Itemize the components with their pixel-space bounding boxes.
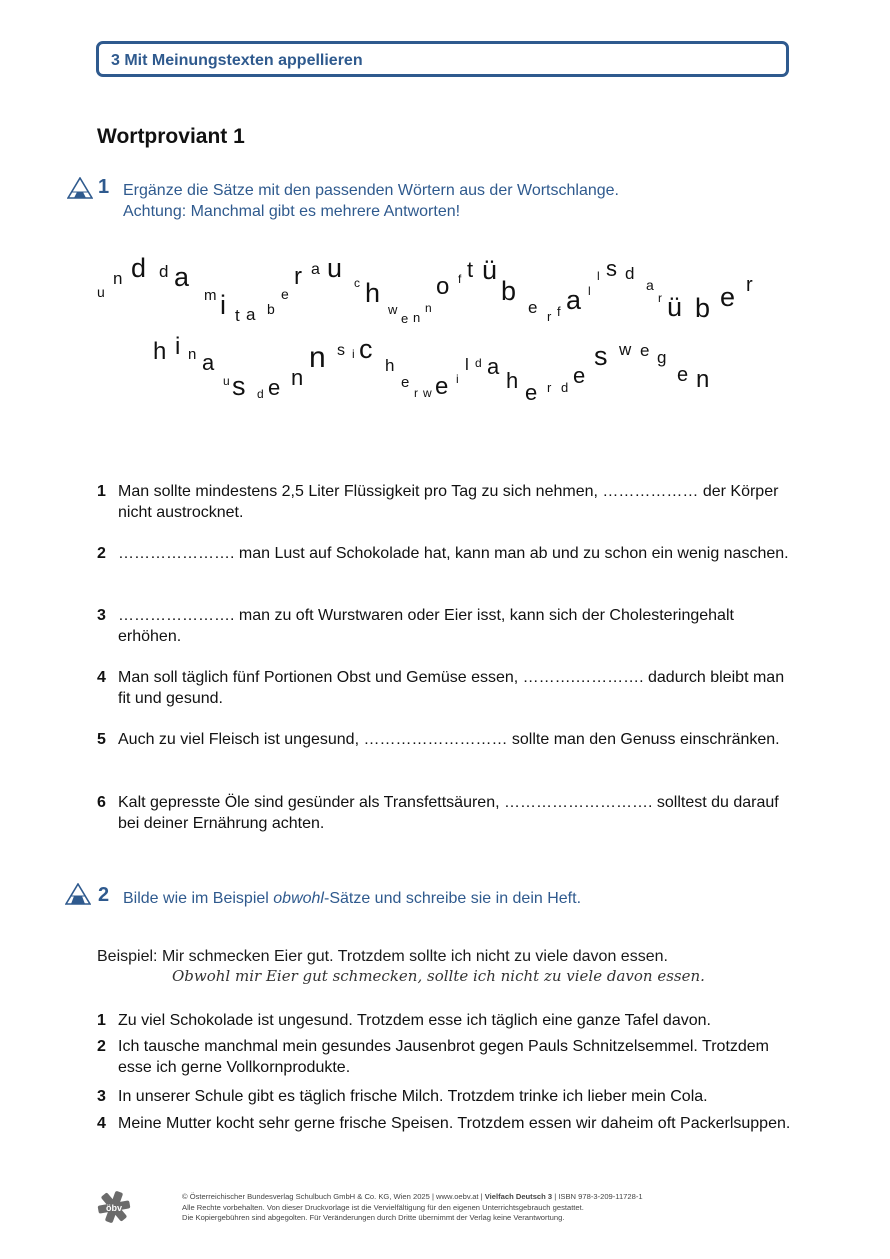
snake-letter: m bbox=[204, 287, 217, 304]
snake-letter: s bbox=[594, 341, 608, 371]
item-number: 1 bbox=[97, 1012, 106, 1029]
item-text: Kalt gepresste Öle sind gesünder als Transfettsäuren, ………………………. solltest du darauf bei deiner Ernährung achten. bbox=[118, 794, 779, 832]
snake-letter: w bbox=[423, 386, 432, 400]
item-text: Ich tausche manchmal mein gesundes Jausenbrot gegen Pauls Schnitzelsemmel. Trotzdem esse ich gerne Vollkornprodukte. bbox=[118, 1038, 770, 1076]
snake-letter: a bbox=[487, 354, 500, 379]
snake-letter: n bbox=[309, 341, 326, 374]
snake-letter: i bbox=[175, 333, 181, 360]
task-2-number: 2 bbox=[98, 884, 110, 906]
snake-letter: e bbox=[720, 282, 736, 312]
item-number: 2 bbox=[97, 1038, 106, 1055]
snake-letter: e bbox=[435, 373, 449, 400]
task-2-instruction-keyword: obwohl bbox=[273, 890, 324, 907]
snake-letter: n bbox=[413, 310, 421, 325]
item-text: Auch zu viel Fleisch ist ungesund, ……………………… sollte man den Genuss einschränken. bbox=[118, 731, 780, 748]
task-1-item bbox=[97, 605, 797, 647]
item-text: Man sollte mindestens 2,5 Liter Flüssigkeit pro Tag zu sich nehmen, ……………… der Körper nicht austrocknet. bbox=[118, 483, 779, 521]
snake-letter: d bbox=[257, 387, 264, 401]
snake-letter: u bbox=[223, 374, 230, 388]
snake-letter: i bbox=[456, 372, 459, 386]
snake-letter: u bbox=[97, 284, 105, 300]
task-2-item bbox=[97, 1086, 797, 1107]
item-number: 2 bbox=[97, 545, 106, 562]
task-1-instruction-line1: Ergänze die Sätze mit den passenden Wörtern aus der Wortschlange. bbox=[123, 182, 619, 199]
snake-letter: a bbox=[646, 277, 654, 293]
snake-letter: s bbox=[232, 371, 246, 401]
item-text: …………………. man zu oft Wurstwaren oder Eier isst, kann sich der Cholesteringehalt erhöhen. bbox=[118, 607, 734, 645]
item-text: Zu viel Schokolade ist ungesund. Trotzdem esse ich täglich eine ganze Tafel davon. bbox=[118, 1012, 711, 1029]
snake-letter: l bbox=[597, 269, 600, 283]
snake-letter: a bbox=[246, 305, 256, 324]
publisher-logo bbox=[97, 1190, 131, 1224]
snake-letter: r bbox=[294, 263, 302, 290]
snake-letter: w bbox=[619, 340, 632, 359]
snake-letter: h bbox=[506, 368, 519, 393]
item-text: Man soll täglich fünf Portionen Obst und Gemüse essen, ……….…………. dadurch bleibt man fit und gesund. bbox=[118, 669, 785, 707]
snake-letter: b bbox=[501, 276, 517, 306]
example-answer-handwritten: Obwohl mir Eier gut schmecken, sollte ich nicht zu viele davon essen. bbox=[172, 967, 705, 985]
snake-letter: g bbox=[657, 348, 667, 367]
task-1-item bbox=[97, 543, 797, 564]
snake-letter: t bbox=[467, 257, 474, 282]
task-2-instruction: Bilde wie im Beispiel obwohl-Sätze und schreibe sie in dein Heft. bbox=[123, 890, 582, 907]
snake-letter: ü bbox=[667, 292, 683, 322]
item-text: …………………. man Lust auf Schokolade hat, kann man ab und zu schon ein wenig naschen. bbox=[118, 545, 789, 562]
snake-letter: e bbox=[281, 286, 289, 302]
item-number: 4 bbox=[97, 1115, 106, 1132]
snake-letter: e bbox=[401, 374, 410, 391]
snake-letter: f bbox=[458, 272, 462, 286]
snake-letter: d bbox=[159, 262, 169, 281]
snake-letter: d bbox=[131, 253, 147, 283]
snake-letter: c bbox=[354, 276, 360, 290]
task-2-item bbox=[97, 1036, 797, 1078]
snake-letter: n bbox=[425, 301, 432, 315]
snake-letter: a bbox=[311, 261, 320, 278]
snake-letter: r bbox=[414, 386, 418, 400]
snake-letter: d bbox=[625, 264, 635, 283]
example-sentence: Beispiel: Mir schmecken Eier gut. Trotzdem sollte ich nicht zu viele davon essen. bbox=[97, 948, 668, 965]
item-number: 3 bbox=[97, 1088, 106, 1105]
snake-letter: a bbox=[566, 285, 582, 315]
page-title: Wortproviant 1 bbox=[97, 125, 245, 148]
snake-letter: t bbox=[235, 306, 240, 325]
snake-letter: s bbox=[337, 342, 345, 359]
item-number: 5 bbox=[97, 731, 106, 748]
item-text: Meine Mutter kocht sehr gerne frische Speisen. Trotzdem essen wir daheim oft Packerlsuppen. bbox=[118, 1115, 791, 1132]
snake-letter: e bbox=[640, 341, 650, 360]
snake-letter: e bbox=[268, 375, 281, 400]
snake-letter: n bbox=[113, 269, 123, 288]
snake-letter: l bbox=[588, 284, 591, 298]
snake-letter: o bbox=[436, 273, 450, 300]
snake-letter: e bbox=[573, 363, 586, 388]
snake-letter: u bbox=[327, 253, 343, 283]
task-1-instruction-line2: Achtung: Manchmal gibt es mehrere Antworten! bbox=[123, 203, 461, 220]
difficulty-triangle-icon-2 bbox=[65, 883, 91, 905]
snake-letter: a bbox=[174, 262, 190, 292]
task-1-item bbox=[97, 481, 797, 523]
snake-letter: n bbox=[291, 365, 304, 390]
snake-letter: b bbox=[695, 293, 711, 323]
snake-letter: d bbox=[561, 380, 569, 395]
snake-letter: e bbox=[677, 364, 689, 386]
item-number: 1 bbox=[97, 483, 106, 500]
snake-letter: c bbox=[359, 334, 373, 364]
snake-letter: ü bbox=[482, 255, 498, 285]
task-1-item bbox=[97, 792, 797, 834]
snake-letter: s bbox=[606, 256, 617, 281]
snake-letter: r bbox=[547, 380, 552, 395]
snake-letter: e bbox=[528, 298, 538, 317]
snake-letter: h bbox=[385, 356, 395, 375]
snake-letter: b bbox=[267, 301, 275, 317]
snake-letter: i bbox=[352, 347, 355, 361]
item-number: 6 bbox=[97, 794, 106, 811]
item-text: In unserer Schule gibt es täglich frische Milch. Trotzdem trinke ich lieber mein Cola. bbox=[118, 1088, 708, 1105]
svg-text:öbv: öbv bbox=[105, 1203, 123, 1213]
snake-letter: h bbox=[153, 338, 167, 365]
snake-letter: e bbox=[525, 380, 538, 405]
task-1-item bbox=[97, 667, 797, 709]
snake-letter: n bbox=[696, 366, 710, 393]
snake-letter: r bbox=[746, 274, 753, 296]
task-1-number: 1 bbox=[98, 176, 110, 198]
snake-letter: f bbox=[557, 304, 561, 319]
snake-letter: r bbox=[658, 291, 662, 305]
item-number: 4 bbox=[97, 669, 106, 686]
task-2-item bbox=[97, 1010, 797, 1031]
snake-letter: h bbox=[365, 278, 381, 308]
snake-letter: w bbox=[388, 302, 398, 317]
snake-letter: a bbox=[202, 350, 215, 375]
snake-letter: r bbox=[547, 309, 552, 324]
snake-letter: d bbox=[475, 356, 482, 370]
task-2-item bbox=[97, 1113, 797, 1134]
chapter-title: 3 Mit Meinungstexten appellieren bbox=[111, 52, 363, 69]
snake-letter: l bbox=[465, 355, 469, 374]
snake-letter: i bbox=[220, 290, 226, 320]
task-1-item bbox=[97, 729, 797, 750]
copyright-footer: © Österreichischer Bundesverlag Schulbuch GmbH & Co. KG, Wien 2025 | www.oebv.at | Vielfach Deutsch 3 | ISBN 978-3-209-11728-1 Alle Rechte vorbehalten. Von dieser Druckvorlage ist die Vervielfältigung für den eigenen Unterrichtsgebrauch gestattet. Die Kopiergebühren sind abgegolten. Für Veränderungen durch Dritte übernimmt der Verlag keine Verantwortung. bbox=[182, 1192, 643, 1222]
snake-letter: e bbox=[401, 311, 409, 326]
item-number: 3 bbox=[97, 607, 106, 624]
snake-letter: n bbox=[188, 346, 197, 363]
word-snake bbox=[0, 0, 890, 450]
